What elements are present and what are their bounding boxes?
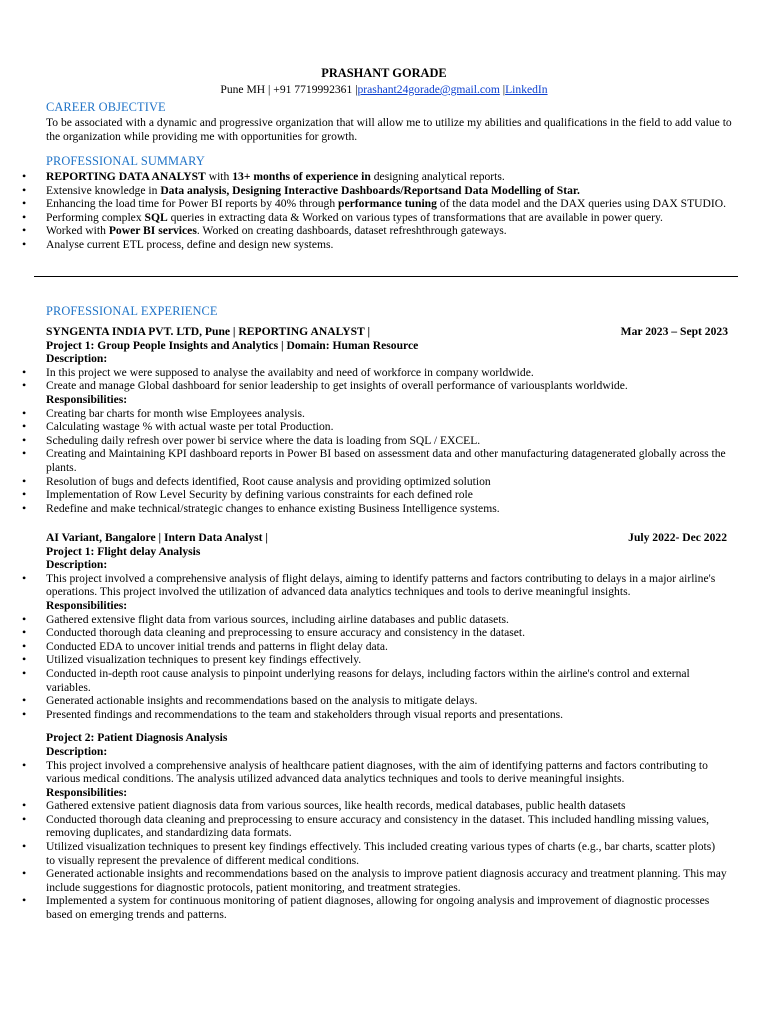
summary-item — [46, 224, 736, 238]
job-company-title: AI Variant, Bangalore | Intern Data Analyst | — [46, 531, 268, 544]
description-list — [46, 572, 727, 599]
list-item: • Gathered extensive flight data from various sources, including airline databases and public datasets. — [46, 613, 727, 627]
summary-item — [46, 211, 736, 225]
list-item: • Implementation of Row Level Security by defining various constraints for each defined role — [46, 488, 728, 502]
list-item: • Create and manage Global dashboard for senior leadership to get insights of overall performance of variousplants worldwide. — [46, 379, 728, 393]
summary-text: with — [205, 170, 233, 183]
list-item: • Creating bar charts for month wise Employees analysis. — [46, 407, 728, 421]
summary-item — [46, 197, 736, 211]
contact-separator: | — [499, 83, 506, 96]
list-item: • Conducted in-depth root cause analysis to pinpoint underlying reasons for delays, including factors within the airline's control and external variables. — [46, 667, 727, 694]
summary-text: . Worked on creating dashboards, dataset refreshthrough gateways. — [196, 224, 507, 238]
section-divider — [34, 276, 738, 277]
list-item: • Creating and Maintaining KPI dashboard reports in Power BI based on assessment data and other manufacturing datagenerated globally across the plants. — [46, 447, 728, 474]
list-item: • Calculating wastage % with actual waste per total Production. — [46, 420, 728, 434]
job-syngenta — [46, 325, 728, 515]
responsibilities-list — [46, 613, 727, 722]
list-item: • Conducted EDA to uncover initial trends and patterns in flight delay data. — [46, 640, 727, 654]
career-objective-heading: CAREER OBJECTIVE — [46, 100, 166, 114]
list-item: • This project involved a comprehensive analysis of flight delays, aiming to identify patterns and factors contributing to delays in a major airline's operations. This project involved the utilization of advanced data analytics techniques and tools to derive meaningful insights. — [46, 572, 727, 599]
responsibilities-label: Responsibilities: — [46, 598, 128, 612]
responsibilities-list — [46, 407, 728, 516]
email-link[interactable]: prashant24gorade@gmail.com — [357, 83, 500, 96]
summary-skills: Data analysis, Designing Interactive Dashboards/Reportsand Data Modelling — [160, 183, 542, 197]
summary-text: of — [541, 183, 557, 197]
description-label: Description: — [46, 558, 108, 572]
professional-experience-heading: PROFESSIONAL EXPERIENCE — [46, 304, 218, 318]
summary-role: REPORTING DATA ANALYST — [46, 170, 206, 183]
responsibilities-list — [46, 799, 727, 921]
job-company-title: SYNGENTA INDIA PVT. LTD, Pune | REPORTING ANALYST | — [46, 325, 371, 338]
summary-skills: Power BI services — [108, 224, 197, 238]
professional-summary-heading: PROFESSIONAL SUMMARY — [46, 154, 205, 168]
description-list — [46, 759, 727, 786]
summary-text: Enhancing the load time for Power BI reports by 40% through — [46, 197, 339, 211]
summary-skills: SQL — [144, 210, 168, 224]
list-item: • Redefine and make technical/strategic changes to enhance existing Business Intelligence systems. — [46, 502, 728, 516]
summary-text: designing analytical reports. — [370, 170, 505, 183]
responsibilities-label: Responsibilities: — [46, 392, 128, 406]
list-item: • This project involved a comprehensive analysis of healthcare patient diagnoses, with the aim of identifying patterns and factors contributing to various medical conditions. The analysis utilized advanced data analytics techniques and tools to derive meaningful insights. — [46, 759, 727, 786]
summary-text: Extensive knowledge in — [46, 183, 161, 197]
career-objective-text: To be associated with a dynamic and progressive organization that will allow me to utilize my abilities and qualifications in the field to add value to the organization while providing me with opportunities for growth. — [46, 116, 732, 143]
summary-text: of the data model and the DAX queries using DAX STUDIO. — [436, 197, 727, 211]
responsibilities-label: Responsibilities: — [46, 785, 128, 799]
list-item: • Utilized visualization techniques to present key findings effectively. This included creating various types of charts (e.g., bar charts, scatter plots) to visually represent the prevalence of different medical conditions. — [46, 840, 727, 867]
list-item: • In this project we were supposed to analyse the availabity and need of workforce in company worldwide. — [46, 366, 728, 380]
spacer — [46, 721, 727, 731]
list-item: • Conducted thorough data cleaning and preprocessing to ensure accuracy and consistency in the dataset. This included handling missing values, removing duplicates, and standardizing data formats. — [46, 813, 727, 840]
summary-list — [46, 170, 736, 252]
project-title: Project 1: Group People Insights and Analytics | Domain: Human Resource — [46, 338, 419, 352]
description-label: Description: — [46, 744, 108, 758]
list-item: • Generated actionable insights and recommendations based on the analysis to mitigate delays. — [46, 694, 727, 708]
job-dates: July 2022- Dec 2022 — [628, 531, 727, 544]
summary-text: Worked with — [46, 224, 109, 238]
job-ai-variant — [46, 531, 727, 922]
contact-line — [0, 83, 768, 97]
list-item: • Utilized visualization techniques to present key findings effectively. — [46, 653, 727, 667]
list-item: • Conducted thorough data cleaning and preprocessing to ensure accuracy and consistency in the dataset. — [46, 626, 727, 640]
summary-text: queries in extracting data & Worked on various types of transformations that are available in power query. — [167, 210, 663, 224]
linkedin-link[interactable]: LinkedIn — [505, 83, 548, 96]
summary-skills: performance tuning — [338, 197, 437, 211]
summary-item: • Analyse current ETL process, define and design new systems. — [46, 238, 736, 252]
list-item: • Gathered extensive patient diagnosis data from various sources, like health records, medical databases, public health datasets — [46, 799, 727, 813]
project-title: Project 1: Flight delay Analysis — [46, 544, 201, 558]
list-item: • Generated actionable insights and recommendations based on the analysis to improve patient diagnosis accuracy and treatment planning. This may include suggestions for diagnostic protocols, patient monitoring, and treatment strategies. — [46, 867, 727, 894]
description-label: Description: — [46, 352, 108, 366]
career-objective-section — [46, 116, 736, 143]
summary-text: Performing complex — [46, 210, 145, 224]
job-dates: Mar 2023 – Sept 2023 — [620, 325, 728, 338]
project-title: Project 2: Patient Diagnosis Analysis — [46, 731, 228, 745]
list-item: • Presented findings and recommendations to the team and stakeholders through visual reports and presentations. — [46, 708, 727, 722]
candidate-name: PRASHANT GORADE — [321, 66, 447, 80]
summary-skills: Star. — [556, 183, 580, 197]
contact-location-phone: Pune MH | +91 7719992361 | — [220, 83, 358, 96]
description-list — [46, 366, 728, 393]
professional-summary-section — [46, 170, 736, 252]
list-item: • Scheduling daily refresh over power bi service where the data is loading from SQL / EXCEL. — [46, 434, 728, 448]
list-item: • Implemented a system for continuous monitoring of patient diagnoses, allowing for ongoing analysis and improvement of diagnostic processes based on emerging trends and patterns. — [46, 894, 727, 921]
list-item: • Resolution of bugs and defects identified, Root cause analysis and providing optimized solution — [46, 475, 728, 489]
summary-item — [46, 184, 736, 198]
summary-item — [46, 170, 736, 184]
job-header — [46, 325, 728, 339]
summary-experience: 13+ months of experience in — [232, 170, 371, 183]
job-header — [46, 531, 727, 545]
